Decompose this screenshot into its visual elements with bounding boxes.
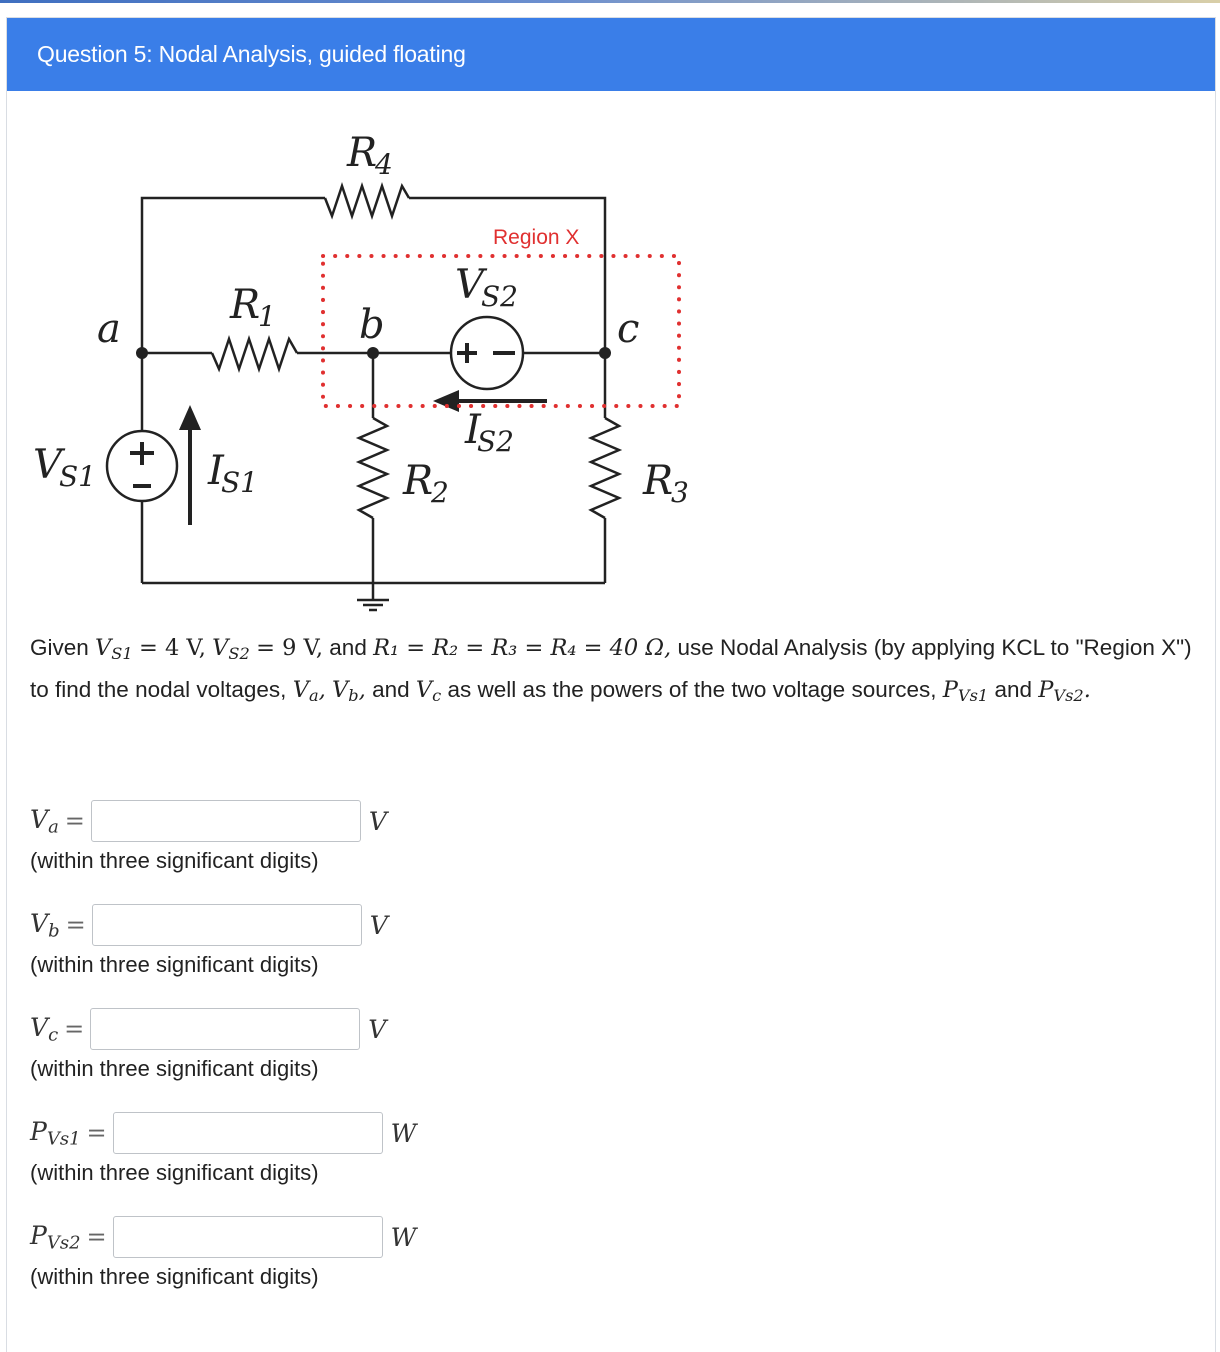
resistor-r1 bbox=[212, 339, 297, 369]
vb-hint: (within three significant digits) bbox=[30, 952, 319, 977]
label-node-c: c bbox=[617, 306, 640, 352]
window-top-edge bbox=[0, 0, 1220, 3]
label-vs1-sub: S1 bbox=[59, 460, 96, 493]
circuit-diagram bbox=[25, 110, 705, 620]
label-is1: I bbox=[208, 448, 224, 494]
vs2-polarity-icon bbox=[457, 343, 515, 363]
label-r3: R bbox=[643, 458, 674, 504]
prompt-and-3: and bbox=[994, 677, 1033, 703]
prompt-p1: $P_{Vs1}$ bbox=[942, 677, 989, 706]
problem-statement bbox=[30, 630, 1200, 714]
answer-section bbox=[30, 798, 416, 1318]
answer-vc-label: $V_c$ bbox=[30, 1012, 59, 1046]
resistor-r2 bbox=[359, 418, 387, 518]
arrowhead-up-icon bbox=[179, 405, 201, 430]
label-region-x: Region X bbox=[493, 226, 580, 249]
prompt-resistances: R₁ = R₂ = R₃ = R₄ = 40 Ω, bbox=[373, 635, 672, 661]
pvs2-hint: (within three significant digits) bbox=[30, 1264, 319, 1289]
label-r4: R bbox=[347, 130, 378, 176]
label-vs1: V bbox=[33, 442, 62, 488]
node-dot-b bbox=[367, 347, 379, 359]
vc-hint: (within three significant digits) bbox=[30, 1056, 319, 1081]
label-r2-sub: 2 bbox=[431, 476, 449, 509]
node-dot-a bbox=[136, 347, 148, 359]
equals-sign: = bbox=[86, 1223, 107, 1251]
label-is1-sub: S1 bbox=[221, 466, 258, 499]
pvs1-hint: (within three significant digits) bbox=[30, 1160, 319, 1185]
prompt-vb: $V_b$, bbox=[332, 677, 366, 706]
prompt-p2: $P_{Vs2}$. bbox=[1038, 677, 1091, 706]
answer-pvs1 bbox=[30, 1110, 416, 1214]
vb-input[interactable] bbox=[92, 904, 362, 946]
node-dot-c bbox=[599, 347, 611, 359]
label-is2-sub: S2 bbox=[477, 425, 514, 458]
voltage-source-vs1 bbox=[107, 431, 177, 501]
vs1-polarity-icon bbox=[130, 442, 154, 486]
answer-vc bbox=[30, 1006, 416, 1110]
label-vs2-sub: S2 bbox=[481, 280, 518, 313]
label-vs2: V bbox=[455, 262, 484, 308]
answer-vb bbox=[30, 902, 416, 1006]
answer-pvs2 bbox=[30, 1214, 416, 1318]
va-input[interactable] bbox=[91, 800, 361, 842]
label-is2: I bbox=[465, 407, 481, 453]
va-unit: V bbox=[368, 806, 387, 836]
label-node-b: b bbox=[359, 302, 385, 348]
arrowhead-left-icon bbox=[433, 390, 459, 412]
prompt-vs2: $V_{S2}$ bbox=[212, 635, 250, 664]
pvs2-input[interactable] bbox=[113, 1216, 383, 1258]
label-node-a: a bbox=[97, 306, 121, 352]
pvs1-unit: W bbox=[390, 1118, 417, 1148]
vb-unit: V bbox=[369, 910, 388, 940]
equals-sign: = bbox=[64, 807, 85, 835]
answer-pvs1-label: $P_{Vs1}$ bbox=[30, 1116, 81, 1150]
answer-va bbox=[30, 798, 416, 902]
label-r1-sub: 1 bbox=[258, 300, 276, 333]
vc-input[interactable] bbox=[90, 1008, 360, 1050]
question-title: Question 5: Nodal Analysis, guided floating bbox=[37, 41, 466, 67]
label-r3-sub: 3 bbox=[671, 476, 689, 509]
resistor-r4 bbox=[325, 186, 409, 216]
equals-sign: = bbox=[64, 1015, 85, 1043]
label-r4-sub: 4 bbox=[375, 148, 393, 181]
equals-sign: = bbox=[86, 1119, 107, 1147]
prompt-and: and bbox=[329, 635, 367, 660]
wire-top-right bbox=[409, 198, 605, 353]
pvs1-input[interactable] bbox=[113, 1112, 383, 1154]
prompt-text-2: as well as the powers of the two voltage sources, bbox=[447, 677, 937, 703]
answer-pvs2-label: $P_{Vs2}$ bbox=[30, 1220, 81, 1254]
pvs2-unit: W bbox=[390, 1222, 417, 1252]
ground-icon bbox=[357, 600, 389, 610]
resistor-r3 bbox=[591, 418, 619, 518]
wire-top bbox=[142, 198, 325, 353]
prompt-and-2: and bbox=[372, 677, 410, 703]
prompt-text-1: use Nodal Analysis (by applying KCL to "Region X") to find the nodal voltages, bbox=[30, 635, 1192, 703]
prompt-vs1: $V_{S1}$ bbox=[95, 635, 133, 664]
prompt-vs2-value: = 9 V, bbox=[256, 635, 324, 661]
answer-va-label: $V_a$ bbox=[30, 804, 59, 838]
question-header bbox=[7, 18, 1215, 91]
prompt-given: Given bbox=[30, 635, 89, 660]
answer-vb-label: $V_b$ bbox=[30, 908, 60, 942]
vc-unit: V bbox=[368, 1014, 387, 1044]
label-r2: R bbox=[403, 458, 434, 504]
prompt-vc: $V_c$ bbox=[415, 677, 442, 706]
prompt-va: $V_a$, bbox=[292, 677, 326, 706]
va-hint: (within three significant digits) bbox=[30, 848, 319, 873]
prompt-vs1-value: = 4 V, bbox=[138, 635, 206, 661]
label-r1: R bbox=[230, 282, 261, 328]
equals-sign: = bbox=[65, 911, 86, 939]
